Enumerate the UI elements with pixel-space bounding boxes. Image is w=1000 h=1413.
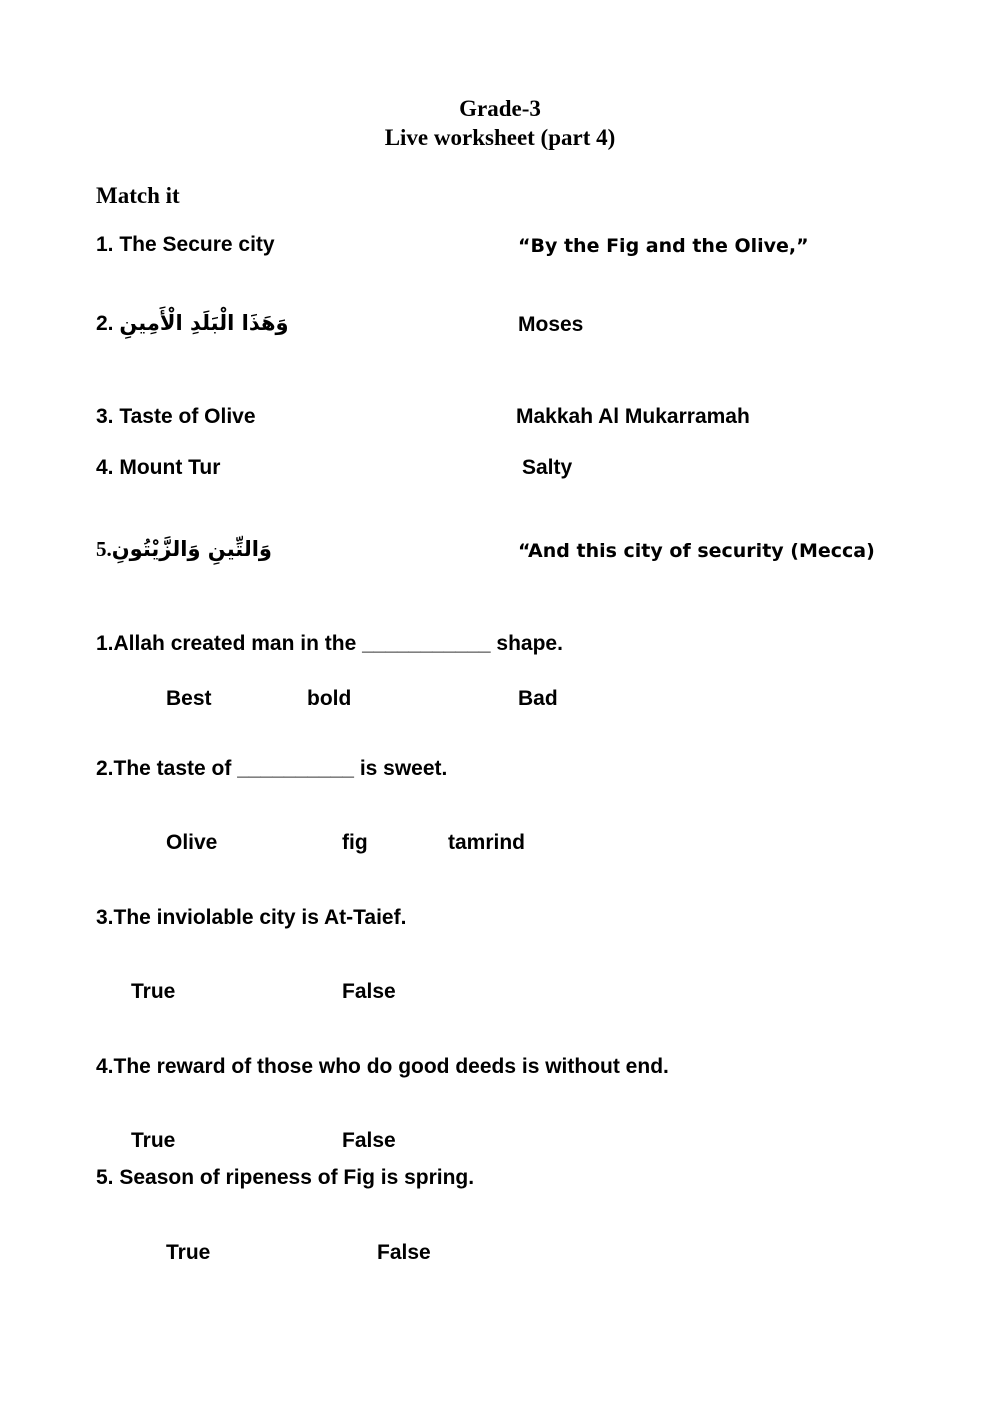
match-left-number: 2. — [96, 312, 120, 335]
worksheet-subtitle: Live worksheet (part 4) — [384, 125, 616, 150]
match-left-text: The Secure city — [119, 233, 275, 256]
match-left-item-4 — [96, 456, 220, 480]
question-5-option-true[interactable]: True — [166, 1241, 211, 1264]
match-right-item-2: Moses — [518, 313, 584, 336]
question-1-option-bold[interactable]: bold — [307, 687, 352, 710]
question-2-option-olive[interactable]: Olive — [166, 831, 218, 854]
match-left-arabic-text: وَالتِّينِ وَالزَّيْتُونِ — [111, 537, 272, 561]
question-2-option-fig[interactable]: fig — [342, 831, 368, 854]
match-left-number: 5. — [96, 537, 112, 561]
question-4-option-true[interactable]: True — [131, 1129, 176, 1152]
match-left-number: 4. — [96, 456, 120, 479]
question-1-text: 1.Allah created man in the ___________ shape. — [96, 632, 563, 655]
match-left-number: 3. — [96, 405, 120, 428]
question-3-option-false[interactable]: False — [342, 980, 396, 1003]
match-left-item-1 — [96, 233, 275, 257]
question-3-option-true[interactable]: True — [131, 980, 176, 1003]
question-4-text: 4.The reward of those who do good deeds is without end. — [96, 1055, 669, 1078]
match-right-item-1: “By the Fig and the Olive,” — [518, 235, 809, 257]
match-right-item-5: “And this city of security (Mecca) — [518, 540, 875, 562]
match-left-arabic-text: وَهَذَا الْبَلَدِ الْأَمِينِ — [119, 311, 289, 335]
question-4-option-false[interactable]: False — [342, 1129, 396, 1152]
match-left-text: Mount Tur — [119, 456, 221, 479]
question-5-option-false[interactable]: False — [377, 1241, 431, 1264]
match-left-text: Taste of Olive — [119, 405, 256, 428]
question-3-text: 3.The inviolable city is At-Taief. — [96, 906, 407, 929]
match-left-item-3 — [96, 405, 256, 429]
match-right-item-3: Makkah Al Mukarramah — [516, 405, 750, 428]
match-left-item-2 — [96, 311, 289, 336]
question-2-text: 2.The taste of __________ is sweet. — [96, 757, 448, 780]
question-5-text: 5. Season of ripeness of Fig is spring. — [96, 1166, 475, 1189]
question-2-option-tamrind[interactable]: tamrind — [448, 831, 526, 854]
match-right-item-4: Salty — [522, 456, 573, 479]
question-1-option-best[interactable]: Best — [166, 687, 212, 710]
match-heading: Match it — [96, 183, 180, 208]
match-left-number: 1. — [96, 233, 120, 256]
question-1-option-bad[interactable]: Bad — [518, 687, 558, 710]
match-left-item-5 — [96, 537, 272, 562]
worksheet-grade-title: Grade-3 — [459, 96, 541, 121]
